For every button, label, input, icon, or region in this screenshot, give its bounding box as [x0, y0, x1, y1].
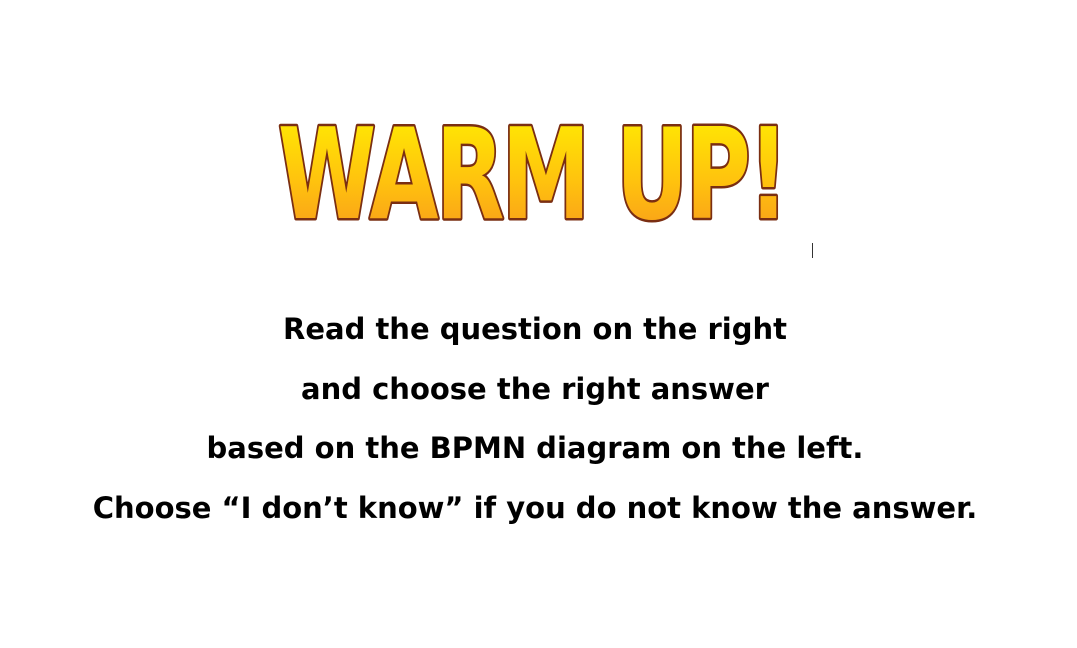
instruction-line: Read the question on the right	[283, 312, 787, 346]
instruction-line: and choose the right answer	[301, 371, 769, 406]
warm-up-logo	[272, 90, 792, 240]
instruction-line: Choose “I don’t know” if you do not know the answer.	[92, 490, 978, 525]
warm-up-logo-graphic	[272, 90, 792, 240]
instruction-line: based on the BPMN diagram on the left.	[206, 431, 864, 465]
text-cursor	[812, 243, 813, 258]
instructions	[0, 300, 1070, 538]
warm-up-logo-text: WARM UP!	[277, 101, 787, 240]
